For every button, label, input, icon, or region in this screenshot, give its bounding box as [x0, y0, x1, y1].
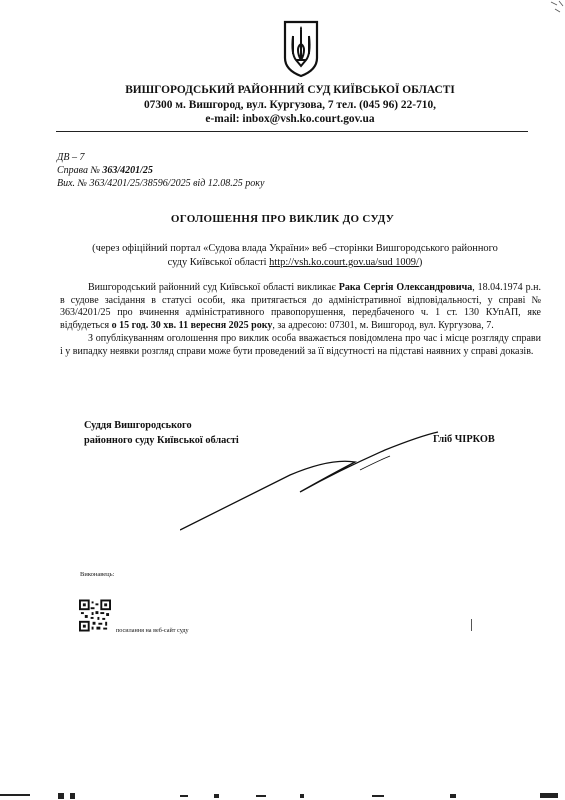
position-line-1: Суддя Вишгородського	[84, 420, 192, 431]
body-text: Вишгородський районний суд Київської області викликає	[88, 282, 339, 293]
body-text: , 18.04.1974 р.н. в судове засідання в статусі особи, яка притягається до адміністративної відповідальності, у справі № 363/4201/25 про вчинення адміністративного правопорушення, передбаченого ч. 1 ст. 130 КУпАП, яке відбудеться	[60, 282, 541, 332]
court-email: e-mail: inbox@vsh.ko.court.gov.ua	[205, 113, 375, 125]
document-code: ДВ – 7	[57, 152, 85, 163]
case-number-value: 363/4201/25	[102, 165, 153, 176]
scan-bottom-edge	[0, 792, 565, 800]
position-line-2: районного суду Київської області	[84, 434, 239, 446]
court-name: ВИШГОРОДСЬКИЙ РАЙОННИЙ СУД КИЇВСЬКОЇ ОБЛАСТІ	[125, 84, 455, 96]
notice-title: ОГОЛОШЕННЯ ПРО ВИКЛИК ДО СУДУ	[170, 213, 395, 225]
case-number	[57, 164, 153, 177]
subtitle-text: суду Київської області	[167, 257, 270, 268]
scan-corner-mark	[549, 0, 565, 16]
body-text: , за адресою: 07301, м. Вишгород, вул. Кургузова, 7.	[272, 320, 494, 332]
executor-label: Виконавець:	[80, 571, 115, 578]
subtitle-line-2	[60, 256, 530, 270]
subtitle-close: )	[418, 257, 423, 268]
hearing-datetime: о 15 год. 30 хв. 11 вересня 2025 року	[111, 320, 273, 332]
defendant-name: Рака Сергія Олександровича	[338, 282, 473, 293]
handwritten-signature	[180, 430, 440, 540]
qr-code-icon	[79, 599, 111, 632]
court-website-link[interactable]: http://vsh.ko.court.gov.ua/sud 1009/	[269, 257, 419, 268]
published-note: посилання на веб-сайт суду	[116, 627, 189, 634]
judge-name: Гліб ЧІРКОВ	[433, 434, 495, 445]
body-paragraph-2: З опублікуванням оголошення про виклик особа вважається повідомлена про час і місце розгляду справи і у випадку неявки розгляд справи може бути проведений за її відсутності на підставі наявних у справі доказів.	[60, 332, 541, 357]
scan-mark	[471, 619, 472, 631]
coat-of-arms-icon	[282, 20, 320, 78]
outgoing-number: Вих. № 363/4201/25/38596/2025 від 12.08.25 року	[57, 178, 265, 189]
header-divider	[56, 131, 528, 132]
case-label: Справа №	[57, 165, 100, 176]
body-paragraph-1	[60, 282, 541, 333]
court-address: 07300 м. Вишгород, вул. Кургузова, 7 тел. (045 96) 22-710,	[143, 99, 437, 111]
notice-subtitle	[60, 242, 530, 270]
notice-body	[60, 282, 541, 358]
subtitle-line-1: (через офіційний портал «Судова влада України» веб –сторінки Вишгородського районного	[92, 243, 498, 254]
